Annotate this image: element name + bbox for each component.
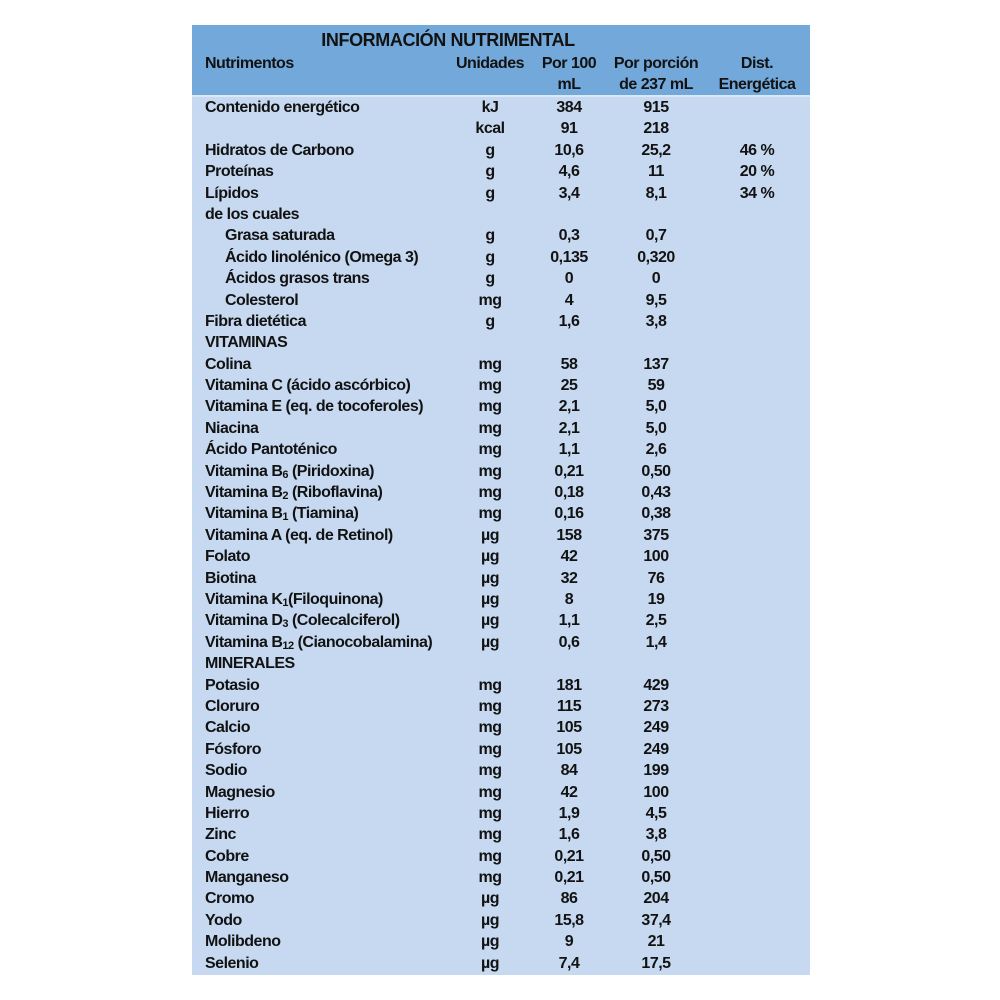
table-row [192, 910, 810, 931]
nutrient-name: Fibra dietética [205, 312, 306, 330]
dist-energetica-value [704, 204, 810, 225]
table-row [192, 610, 810, 631]
nutrient-name: Vitamina $D_3$ (Colecalciferol) [205, 612, 400, 631]
unit-value: g [485, 248, 495, 266]
dist-energetica-value [704, 910, 810, 931]
nutrient-name: Biotina [205, 569, 256, 587]
section-title: VITAMINAS [205, 334, 288, 352]
dist-energetica-value [704, 888, 810, 909]
unit-value: kJ [481, 99, 499, 116]
dist-energetica-value [704, 525, 810, 546]
table-row [192, 632, 810, 653]
nutrient-name: Hierro [205, 804, 250, 822]
nutrient-name: Selenio [205, 954, 259, 972]
per-portion-value: 375 [643, 526, 669, 544]
table-row [192, 140, 810, 161]
col-header-dist-line2: Energética [718, 76, 796, 93]
per-portion-value: 5,0 [645, 398, 667, 416]
nutrient-name: Ácidos grasos trans [225, 270, 370, 288]
nutrient-name: Ácido Pantoténico [205, 441, 337, 459]
unit-value: µg [481, 569, 499, 587]
table-row [192, 118, 810, 139]
per-100ml-value: 8 [564, 590, 574, 608]
per-portion-value: 17,5 [641, 954, 671, 972]
col-header-por-100-line1: Por 100 [541, 55, 597, 72]
table-row [192, 418, 810, 439]
table-row [192, 568, 810, 589]
per-portion-value: 137 [643, 355, 669, 373]
nutrient-name: Vitamina $B_2$ (Riboflavina) [205, 484, 383, 503]
unit-value: mg [478, 719, 502, 737]
per-100ml-value: 0,135 [550, 248, 588, 266]
nutrient-name: Vitamina $K_1(Filoquinona)$ [205, 590, 383, 609]
dist-energetica-value [704, 739, 810, 760]
dist-energetica-value [704, 589, 810, 610]
per-portion-value [608, 332, 704, 353]
nutrient-name: Vitamina $B_{12}$ (Cianocobalamina) [205, 633, 433, 652]
per-100ml-value: 105 [556, 719, 582, 737]
per-100ml-value: 1,6 [558, 312, 580, 330]
unit-value: µg [481, 612, 499, 630]
unit-value: mg [478, 291, 502, 309]
nutrient-name: Grasa saturada [225, 227, 335, 245]
per-portion-value: 273 [643, 697, 669, 715]
nutrient-name: Vitamina C (ácido ascórbico) [205, 377, 411, 395]
per-100ml-value: 181 [556, 676, 582, 694]
per-portion-value: 249 [643, 740, 669, 758]
per-portion-value: 1,4 [645, 633, 667, 651]
per-100ml-value: 84 [560, 762, 578, 780]
table-row [192, 97, 810, 118]
nutrient-name: Cromo [205, 890, 255, 908]
dist-energetica-value: 20 % [739, 163, 775, 181]
unit-value: mg [478, 847, 502, 865]
col-header-por-100-line2: mL [557, 76, 581, 93]
per-portion-value: 199 [643, 762, 669, 780]
table-row [192, 311, 810, 332]
table-row [192, 675, 810, 696]
per-100ml-value: 91 [560, 120, 578, 138]
per-portion-value: 0,50 [641, 869, 671, 887]
dist-energetica-value [704, 696, 810, 717]
per-portion-value: 0,320 [637, 248, 675, 266]
per-portion-value: 218 [643, 120, 669, 138]
per-100ml-value: 0,21 [554, 462, 584, 480]
unit-value: mg [478, 676, 502, 694]
per-100ml-value: 1,6 [558, 826, 580, 844]
table-row [192, 846, 810, 867]
unit-value [450, 653, 530, 674]
dist-energetica-value [704, 461, 810, 482]
table-row [192, 290, 810, 311]
dist-energetica-value: 34 % [739, 184, 775, 202]
per-portion-value: 2,5 [645, 612, 667, 630]
unit-value [450, 332, 530, 353]
nutrient-name: Sodio [205, 762, 247, 780]
unit-value: g [485, 141, 495, 159]
unit-value: mg [478, 697, 502, 715]
per-100ml-value: 4 [564, 291, 574, 309]
unit-value: µg [481, 954, 499, 972]
nutrient-name [192, 118, 450, 139]
per-portion-value: 9,5 [645, 291, 667, 309]
unit-value: g [485, 184, 495, 202]
table-row [192, 268, 810, 289]
col-header-por-porcion-line1: Por porción [613, 55, 699, 72]
dist-energetica-value [704, 568, 810, 589]
per-portion-value: 2,6 [645, 441, 667, 459]
dist-energetica-value [704, 482, 810, 503]
dist-energetica-value [704, 653, 810, 674]
per-100ml-value: 58 [560, 355, 578, 373]
nutrient-name: Calcio [205, 719, 251, 737]
table-row [192, 953, 810, 974]
nutrient-name: Magnesio [205, 783, 275, 801]
per-portion-value: 3,8 [645, 312, 667, 330]
nutrient-name: Zinc [205, 826, 236, 844]
per-portion-value: 5,0 [645, 419, 667, 437]
dist-energetica-value [704, 225, 810, 246]
dist-energetica-value [704, 311, 810, 332]
unit-value: mg [478, 869, 502, 887]
table-row [192, 760, 810, 781]
unit-value: µg [481, 548, 499, 566]
nutrient-name: Ácido linolénico (Omega 3) [225, 248, 419, 266]
col-header-unidades-label: Unidades [455, 55, 524, 72]
table-row [192, 717, 810, 738]
dist-energetica-value [704, 803, 810, 824]
table-body [192, 97, 810, 974]
per-100ml-value: 0,21 [554, 869, 584, 887]
unit-value: mg [478, 740, 502, 758]
dist-energetica-value [704, 418, 810, 439]
dist-energetica-value [704, 632, 810, 653]
table-row [192, 204, 810, 225]
dist-energetica-value [704, 931, 810, 952]
unit-value: mg [478, 505, 502, 523]
nutrient-name: de los cuales [205, 205, 299, 223]
per-100ml-value: 158 [556, 526, 582, 544]
nutrient-name: Niacina [205, 419, 259, 437]
nutrient-name: Vitamina $B_6$ (Piridoxina) [205, 462, 374, 481]
table-row [192, 525, 810, 546]
table-row [192, 183, 810, 204]
per-100ml-value: 0 [564, 270, 574, 288]
unit-value: mg [478, 804, 502, 822]
title-row [192, 25, 810, 53]
table-row [192, 161, 810, 182]
unit-value: mg [478, 484, 502, 502]
table-row [192, 247, 810, 268]
unit-value: mg [478, 762, 502, 780]
dist-energetica-value [704, 782, 810, 803]
col-header-spacer [450, 74, 530, 95]
per-portion-value: 100 [643, 548, 669, 566]
table-row [192, 782, 810, 803]
table-row [192, 461, 810, 482]
dist-energetica-value [704, 503, 810, 524]
dist-energetica-value [704, 354, 810, 375]
dist-energetica-value [704, 247, 810, 268]
table-row [192, 439, 810, 460]
unit-value: µg [481, 890, 499, 908]
table-row [192, 375, 810, 396]
table-row [192, 503, 810, 524]
per-100ml-value: 42 [560, 548, 578, 566]
per-100ml-value: 9 [564, 933, 574, 951]
nutrient-name: Proteínas [205, 163, 274, 181]
col-header-nutrimentos-label: Nutrimentos [205, 55, 294, 72]
nutrient-name: Colina [205, 355, 251, 373]
dist-energetica-value [704, 610, 810, 631]
per-portion-value: 0,7 [645, 227, 667, 245]
unit-value: kcal [475, 120, 505, 138]
per-100ml-value: 4,6 [558, 163, 580, 181]
col-header-dist-energetica [704, 53, 810, 97]
panel-title: INFORMACIÓN NUTRIMENTAL [321, 30, 575, 50]
table-row [192, 546, 810, 567]
per-100ml-value: 105 [556, 740, 582, 758]
per-100ml-value: 2,1 [558, 398, 580, 416]
per-portion-value: 37,4 [641, 911, 671, 929]
section-header-row [192, 653, 810, 674]
per-100ml-value: 1,1 [558, 612, 580, 630]
per-portion-value: 204 [643, 890, 669, 908]
col-header-por-porcion [608, 53, 704, 97]
per-portion-value: 11 [648, 163, 664, 181]
per-100ml-value: 0,6 [558, 633, 580, 651]
per-100ml-value: 0,21 [554, 847, 584, 865]
nutrient-name: Potasio [205, 676, 260, 694]
table-row [192, 824, 810, 845]
nutrient-name: Molibdeno [205, 933, 281, 951]
per-100ml-value: 7,4 [558, 954, 580, 972]
per-portion-value: 8,1 [645, 184, 667, 202]
per-portion-value: 0,43 [641, 484, 671, 502]
nutrient-name: Hidratos de Carbono [205, 141, 354, 159]
nutrient-name: Cobre [205, 847, 249, 865]
dist-energetica-value [704, 332, 810, 353]
col-header-unidades [450, 53, 530, 97]
per-100ml-value: 86 [560, 890, 578, 908]
unit-value: g [485, 163, 495, 181]
per-portion-value: 76 [647, 569, 665, 587]
per-100ml-value [530, 204, 608, 225]
per-portion-value: 429 [643, 676, 669, 694]
column-headers [192, 53, 810, 97]
unit-value: mg [478, 377, 502, 395]
dist-energetica-value [704, 439, 810, 460]
dist-energetica-value [704, 867, 810, 888]
table-row [192, 696, 810, 717]
unit-value: mg [478, 462, 502, 480]
unit-value: g [485, 312, 495, 330]
col-header-por-porcion-line2: de 237 mL [619, 76, 693, 93]
dist-energetica-value [704, 675, 810, 696]
per-portion-value: 915 [643, 99, 669, 116]
section-header-row [192, 332, 810, 353]
unit-value [450, 204, 530, 225]
per-100ml-value: 0,16 [554, 505, 584, 523]
nutrient-name: Cloruro [205, 697, 260, 715]
per-portion-value: 100 [643, 783, 669, 801]
nutrient-name: Vitamina A (eq. de Retinol) [205, 526, 393, 544]
per-portion-value: 19 [647, 590, 665, 608]
per-portion-value: 0,38 [641, 505, 671, 523]
per-100ml-value: 1,1 [558, 441, 580, 459]
table-row [192, 396, 810, 417]
unit-value: µg [481, 526, 499, 544]
dist-energetica-value [704, 118, 810, 139]
nutrient-name: Vitamina $B_1$ (Tiamina) [205, 505, 359, 524]
dist-energetica-value [704, 268, 810, 289]
col-header-nutrimentos [192, 53, 450, 97]
table-header [192, 25, 810, 97]
per-100ml-value: 42 [560, 783, 578, 801]
unit-value: µg [481, 911, 499, 929]
unit-value: mg [478, 419, 502, 437]
col-header-dist-line1: Dist. [740, 55, 774, 72]
table-row [192, 739, 810, 760]
per-portion-value: 25,2 [641, 141, 671, 159]
dist-energetica-value [704, 375, 810, 396]
col-header-spacer [205, 74, 450, 95]
per-portion-value: 59 [647, 377, 665, 395]
per-portion-value [608, 653, 704, 674]
per-100ml-value: 1,9 [558, 804, 580, 822]
per-100ml-value: 25 [560, 377, 578, 395]
table-row [192, 931, 810, 952]
per-100ml-value: 384 [556, 99, 582, 116]
nutrient-name: Fósforo [205, 740, 262, 758]
per-100ml-value: 10,6 [554, 141, 584, 159]
section-title: MINERALES [205, 655, 295, 673]
nutrient-name: Lípidos [205, 184, 259, 202]
table-row [192, 225, 810, 246]
table-row [192, 888, 810, 909]
unit-value: mg [478, 826, 502, 844]
per-portion-value: 249 [643, 719, 669, 737]
dist-energetica-value [704, 396, 810, 417]
per-portion-value: 0 [651, 270, 661, 288]
unit-value: mg [478, 355, 502, 373]
unit-value: µg [481, 633, 499, 651]
nutrient-name: Vitamina E (eq. de tocoferoles) [205, 398, 424, 416]
dist-energetica-value [704, 953, 810, 974]
per-portion-value [608, 204, 704, 225]
unit-value: mg [478, 441, 502, 459]
dist-energetica-value [704, 824, 810, 845]
col-header-por-100-ml [530, 53, 608, 97]
dist-energetica-value [704, 290, 810, 311]
per-100ml-value: 0,18 [554, 484, 584, 502]
table-row [192, 867, 810, 888]
per-portion-value: 3,8 [645, 826, 667, 844]
dist-energetica-value [704, 546, 810, 567]
dist-energetica-value [704, 846, 810, 867]
dist-energetica-value [704, 760, 810, 781]
per-100ml-value: 15,8 [554, 911, 584, 929]
nutrient-name: Contenido energético [205, 99, 360, 116]
table-row [192, 803, 810, 824]
per-portion-value: 0,50 [641, 847, 671, 865]
table-row [192, 482, 810, 503]
per-100ml-value: 32 [560, 569, 578, 587]
per-100ml-value: 0,3 [558, 227, 580, 245]
nutrient-name: Folato [205, 548, 250, 566]
dist-energetica-value: 46 % [739, 141, 775, 159]
nutrient-name: Yodo [205, 911, 242, 929]
nutrition-facts-panel [192, 25, 810, 975]
per-portion-value: 0,50 [641, 462, 671, 480]
unit-value: µg [481, 590, 499, 608]
per-100ml-value: 115 [556, 697, 582, 715]
unit-value: mg [478, 398, 502, 416]
unit-value: g [485, 270, 495, 288]
unit-value: g [485, 227, 495, 245]
dist-energetica-value [704, 717, 810, 738]
dist-energetica-value [704, 97, 810, 118]
per-100ml-value: 3,4 [558, 184, 580, 202]
per-portion-value: 21 [647, 933, 665, 951]
per-100ml-value [530, 653, 608, 674]
table-row [192, 589, 810, 610]
table-row [192, 354, 810, 375]
per-portion-value: 4,5 [645, 804, 667, 822]
per-100ml-value [530, 332, 608, 353]
nutrient-name: Manganeso [205, 869, 289, 887]
unit-value: mg [478, 783, 502, 801]
nutrient-name: Colesterol [225, 291, 299, 309]
unit-value: µg [481, 933, 499, 951]
per-100ml-value: 2,1 [558, 419, 580, 437]
